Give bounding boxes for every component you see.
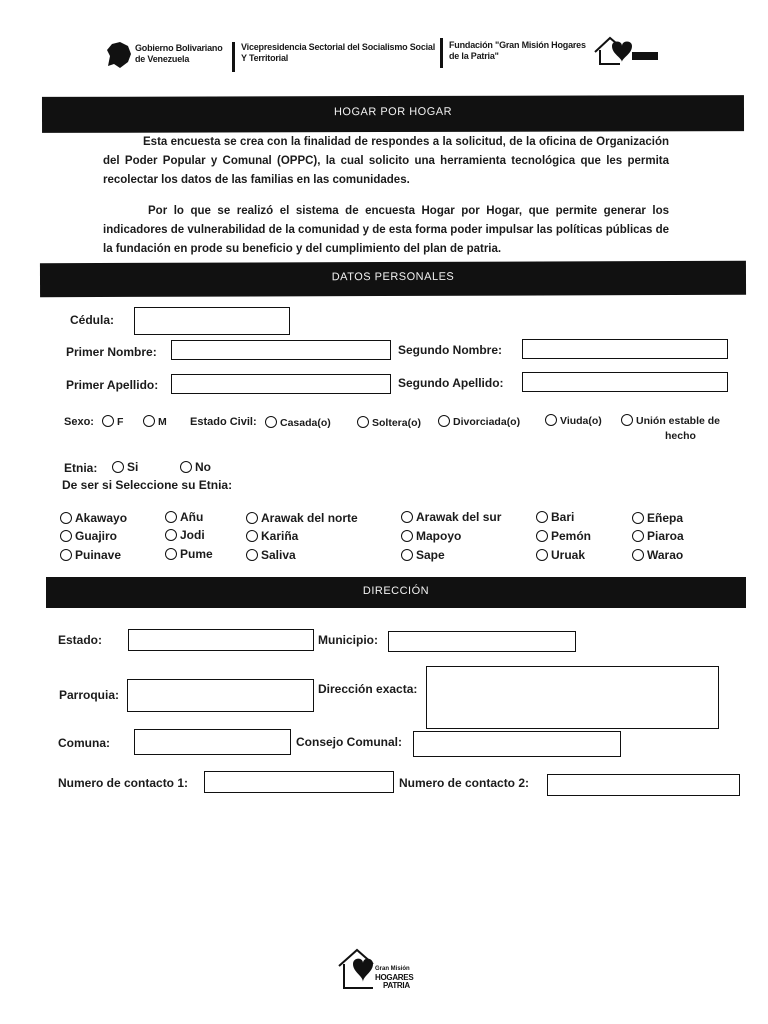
- direccion-exacta-field[interactable]: [426, 666, 719, 729]
- section-title: HOGAR POR HOGAR: [333, 105, 453, 119]
- comuna-label: Comuna:: [58, 736, 110, 750]
- radio-icon[interactable]: [401, 549, 413, 561]
- radio-icon[interactable]: [60, 549, 72, 561]
- etnia-option-pemon[interactable]: [536, 529, 591, 543]
- consejo-comunal-label: Consejo Comunal:: [296, 735, 403, 749]
- consejo-comunal-field[interactable]: [413, 731, 621, 757]
- divorciada-option[interactable]: [438, 415, 520, 428]
- header-divider: [232, 42, 235, 72]
- option-label: Arawak del sur: [416, 510, 502, 524]
- contacto-1-field[interactable]: [204, 771, 394, 793]
- radio-icon[interactable]: [180, 461, 192, 473]
- etnia-option-enepa[interactable]: [632, 511, 683, 525]
- radio-icon[interactable]: [621, 414, 633, 426]
- contacto-1-label: Numero de contacto 1:: [58, 776, 189, 790]
- primer-apellido-label: Primer Apellido:: [66, 378, 159, 392]
- option-label: Mapoyo: [416, 529, 462, 543]
- radio-icon[interactable]: [536, 511, 548, 523]
- radio-icon[interactable]: [246, 512, 258, 524]
- primer-nombre-field[interactable]: [171, 340, 391, 360]
- option-label: Piaroa: [647, 529, 684, 543]
- primer-apellido-field[interactable]: [171, 374, 391, 394]
- section-title: DIRECCIÓN: [362, 585, 430, 597]
- option-label: No: [195, 460, 211, 474]
- parroquia-field[interactable]: [127, 679, 314, 712]
- section-title: DATOS PERSONALES: [331, 270, 455, 284]
- footer-line2: HOGARES: [375, 973, 414, 982]
- etnia-option-sape[interactable]: [401, 548, 445, 562]
- segundo-nombre-label: Segundo Nombre:: [398, 343, 502, 357]
- radio-icon[interactable]: [60, 530, 72, 542]
- option-label: Si: [127, 460, 139, 474]
- parroquia-label: Parroquia:: [59, 688, 120, 702]
- etnia-option-piaroa[interactable]: [632, 529, 684, 543]
- gov-line1: Gobierno Bolivariano: [135, 43, 223, 53]
- option-label: Puinave: [75, 548, 122, 562]
- fund-line2: de la Patria": [449, 51, 499, 61]
- radio-icon[interactable]: [536, 530, 548, 542]
- segundo-nombre-field[interactable]: [522, 339, 728, 359]
- estado-field[interactable]: [128, 629, 314, 651]
- sexo-f-option[interactable]: [102, 415, 123, 428]
- segundo-apellido-field[interactable]: [522, 372, 728, 392]
- radio-icon[interactable]: [143, 415, 155, 427]
- intro-text-2: Por lo que se realizó el sistema de encuesta Hogar por Hogar, que permite generar los indicadores de vulnerabilidad de la comunidad y de esta forma poder impulsar las políticas públicas de la fundación en prode su beneficio y del cumplimiento del plan de patria.: [103, 205, 669, 255]
- etnia-option-pume[interactable]: [165, 547, 213, 561]
- option-label: Arawak del norte: [261, 511, 358, 525]
- radio-icon[interactable]: [165, 511, 177, 523]
- option-label: Añu: [180, 510, 204, 524]
- etnia-prompt: De ser si Seleccione su Etnia:: [62, 478, 233, 492]
- etnia-option-mapoyo[interactable]: [401, 529, 461, 543]
- section-header-datos: [40, 261, 746, 297]
- etnia-option-akawayo[interactable]: [60, 511, 127, 525]
- etnia-option-anu[interactable]: [165, 510, 203, 524]
- radio-icon[interactable]: [246, 530, 258, 542]
- etnia-option-arawak-norte[interactable]: [246, 511, 358, 525]
- house-heart-icon: [337, 944, 377, 992]
- etnia-option-saliva[interactable]: [246, 548, 296, 562]
- radio-icon[interactable]: [632, 549, 644, 561]
- intro-paragraph-1: [103, 133, 669, 190]
- option-label: Soltera(o): [372, 417, 422, 429]
- sexo-label: Sexo:: [64, 416, 94, 428]
- radio-icon[interactable]: [632, 512, 644, 524]
- option-label: Bari: [551, 510, 575, 524]
- footer-line3: PATRIA: [383, 981, 410, 990]
- radio-icon[interactable]: [632, 530, 644, 542]
- option-label: Guajiro: [75, 529, 118, 543]
- option-label: Akawayo: [75, 511, 128, 525]
- header-divider: [440, 38, 443, 68]
- radio-icon[interactable]: [102, 415, 114, 427]
- municipio-label: Municipio:: [318, 633, 378, 647]
- etnia-option-guajiro[interactable]: [60, 529, 117, 543]
- radio-icon[interactable]: [60, 512, 72, 524]
- vicepresidency-label: [241, 42, 435, 64]
- foundation-label: [449, 40, 586, 62]
- contacto-2-label: Numero de contacto 2:: [399, 776, 530, 790]
- option-label: Kariña: [261, 529, 299, 543]
- etnia-option-bari[interactable]: [536, 510, 574, 524]
- option-label: Saliva: [261, 548, 296, 562]
- vice-line1: Vicepresidencia Sectorial del Socialismo Social: [241, 42, 436, 52]
- footer-logo: [337, 944, 437, 994]
- option-label: Pemón: [551, 529, 592, 543]
- footer-line1: Gran Misión: [375, 966, 410, 972]
- option-label: Viuda(o): [560, 415, 602, 427]
- etnia-option-karina[interactable]: [246, 529, 298, 543]
- option-label: Divorciada(o): [453, 416, 521, 428]
- radio-icon[interactable]: [165, 529, 177, 541]
- municipio-field[interactable]: [388, 631, 576, 652]
- vice-line2: Y Territorial: [241, 53, 289, 63]
- radio-icon[interactable]: [401, 530, 413, 542]
- option-label: Sape: [416, 548, 445, 562]
- casada-option[interactable]: [265, 416, 331, 429]
- etnia-option-uruak[interactable]: [536, 548, 585, 562]
- union-estable-option-line2: hecho: [665, 430, 696, 442]
- etnia-option-puinave[interactable]: [60, 548, 121, 562]
- option-label: M: [158, 416, 167, 428]
- radio-icon[interactable]: [265, 416, 277, 428]
- section-header-hogar: [42, 95, 744, 133]
- cedula-field[interactable]: [134, 307, 290, 335]
- section-header-direccion: [46, 577, 746, 608]
- estado-label: Estado:: [58, 633, 103, 647]
- comuna-field[interactable]: [134, 729, 291, 755]
- gov-line2: de Venezuela: [135, 54, 190, 64]
- radio-icon[interactable]: [357, 416, 369, 428]
- option-label: Uruak: [551, 548, 586, 562]
- option-label: Warao: [647, 548, 684, 562]
- option-label: F: [117, 416, 124, 428]
- intro-paragraph-2: [103, 202, 669, 259]
- cedula-label: Cédula:: [70, 313, 115, 327]
- primer-nombre-label: Primer Nombre:: [66, 345, 157, 359]
- radio-icon[interactable]: [536, 549, 548, 561]
- option-label: Eñepa: [647, 511, 684, 525]
- direccion-exacta-label: Dirección exacta:: [318, 682, 418, 696]
- etnia-label: Etnia:: [64, 461, 98, 475]
- option-label: Pume: [180, 547, 213, 561]
- option-label: Unión estable de: [636, 415, 721, 427]
- segundo-apellido-label: Segundo Apellido:: [398, 376, 504, 390]
- option-label: Casada(o): [280, 417, 331, 429]
- radio-icon[interactable]: [246, 549, 258, 561]
- etnia-si-option[interactable]: [112, 460, 138, 474]
- radio-icon[interactable]: [545, 414, 557, 426]
- foundation-logo-icon: [592, 32, 662, 73]
- government-label: [135, 43, 223, 65]
- radio-icon[interactable]: [112, 461, 124, 473]
- etnia-no-option[interactable]: [180, 460, 211, 474]
- radio-icon[interactable]: [438, 415, 450, 427]
- viuda-option[interactable]: [545, 414, 602, 427]
- sexo-m-option[interactable]: [143, 415, 167, 428]
- union-estable-option[interactable]: [621, 414, 720, 427]
- etnia-option-warao[interactable]: [632, 548, 683, 562]
- etnia-option-jodi[interactable]: [165, 528, 205, 542]
- soltera-option[interactable]: [357, 416, 421, 429]
- etnia-option-arawak-sur[interactable]: [401, 510, 501, 524]
- radio-icon[interactable]: [165, 548, 177, 560]
- option-label: Jodi: [180, 528, 205, 542]
- radio-icon[interactable]: [401, 511, 413, 523]
- fund-line1: Fundación "Gran Misión Hogares: [449, 40, 586, 50]
- estado-civil-label: Estado Civil:: [190, 416, 257, 428]
- intro-text-1: Esta encuesta se crea con la finalidad de respondes a la solicitud, de la oficina de Organización del Poder Popular y Comunal (OPPC), la cual solicito una herramienta tecnológica que les permita recolectar los datos de las familias en las comunidades.: [103, 136, 669, 186]
- contacto-2-field[interactable]: [547, 774, 740, 796]
- venezuela-map-logo-icon: [106, 40, 132, 75]
